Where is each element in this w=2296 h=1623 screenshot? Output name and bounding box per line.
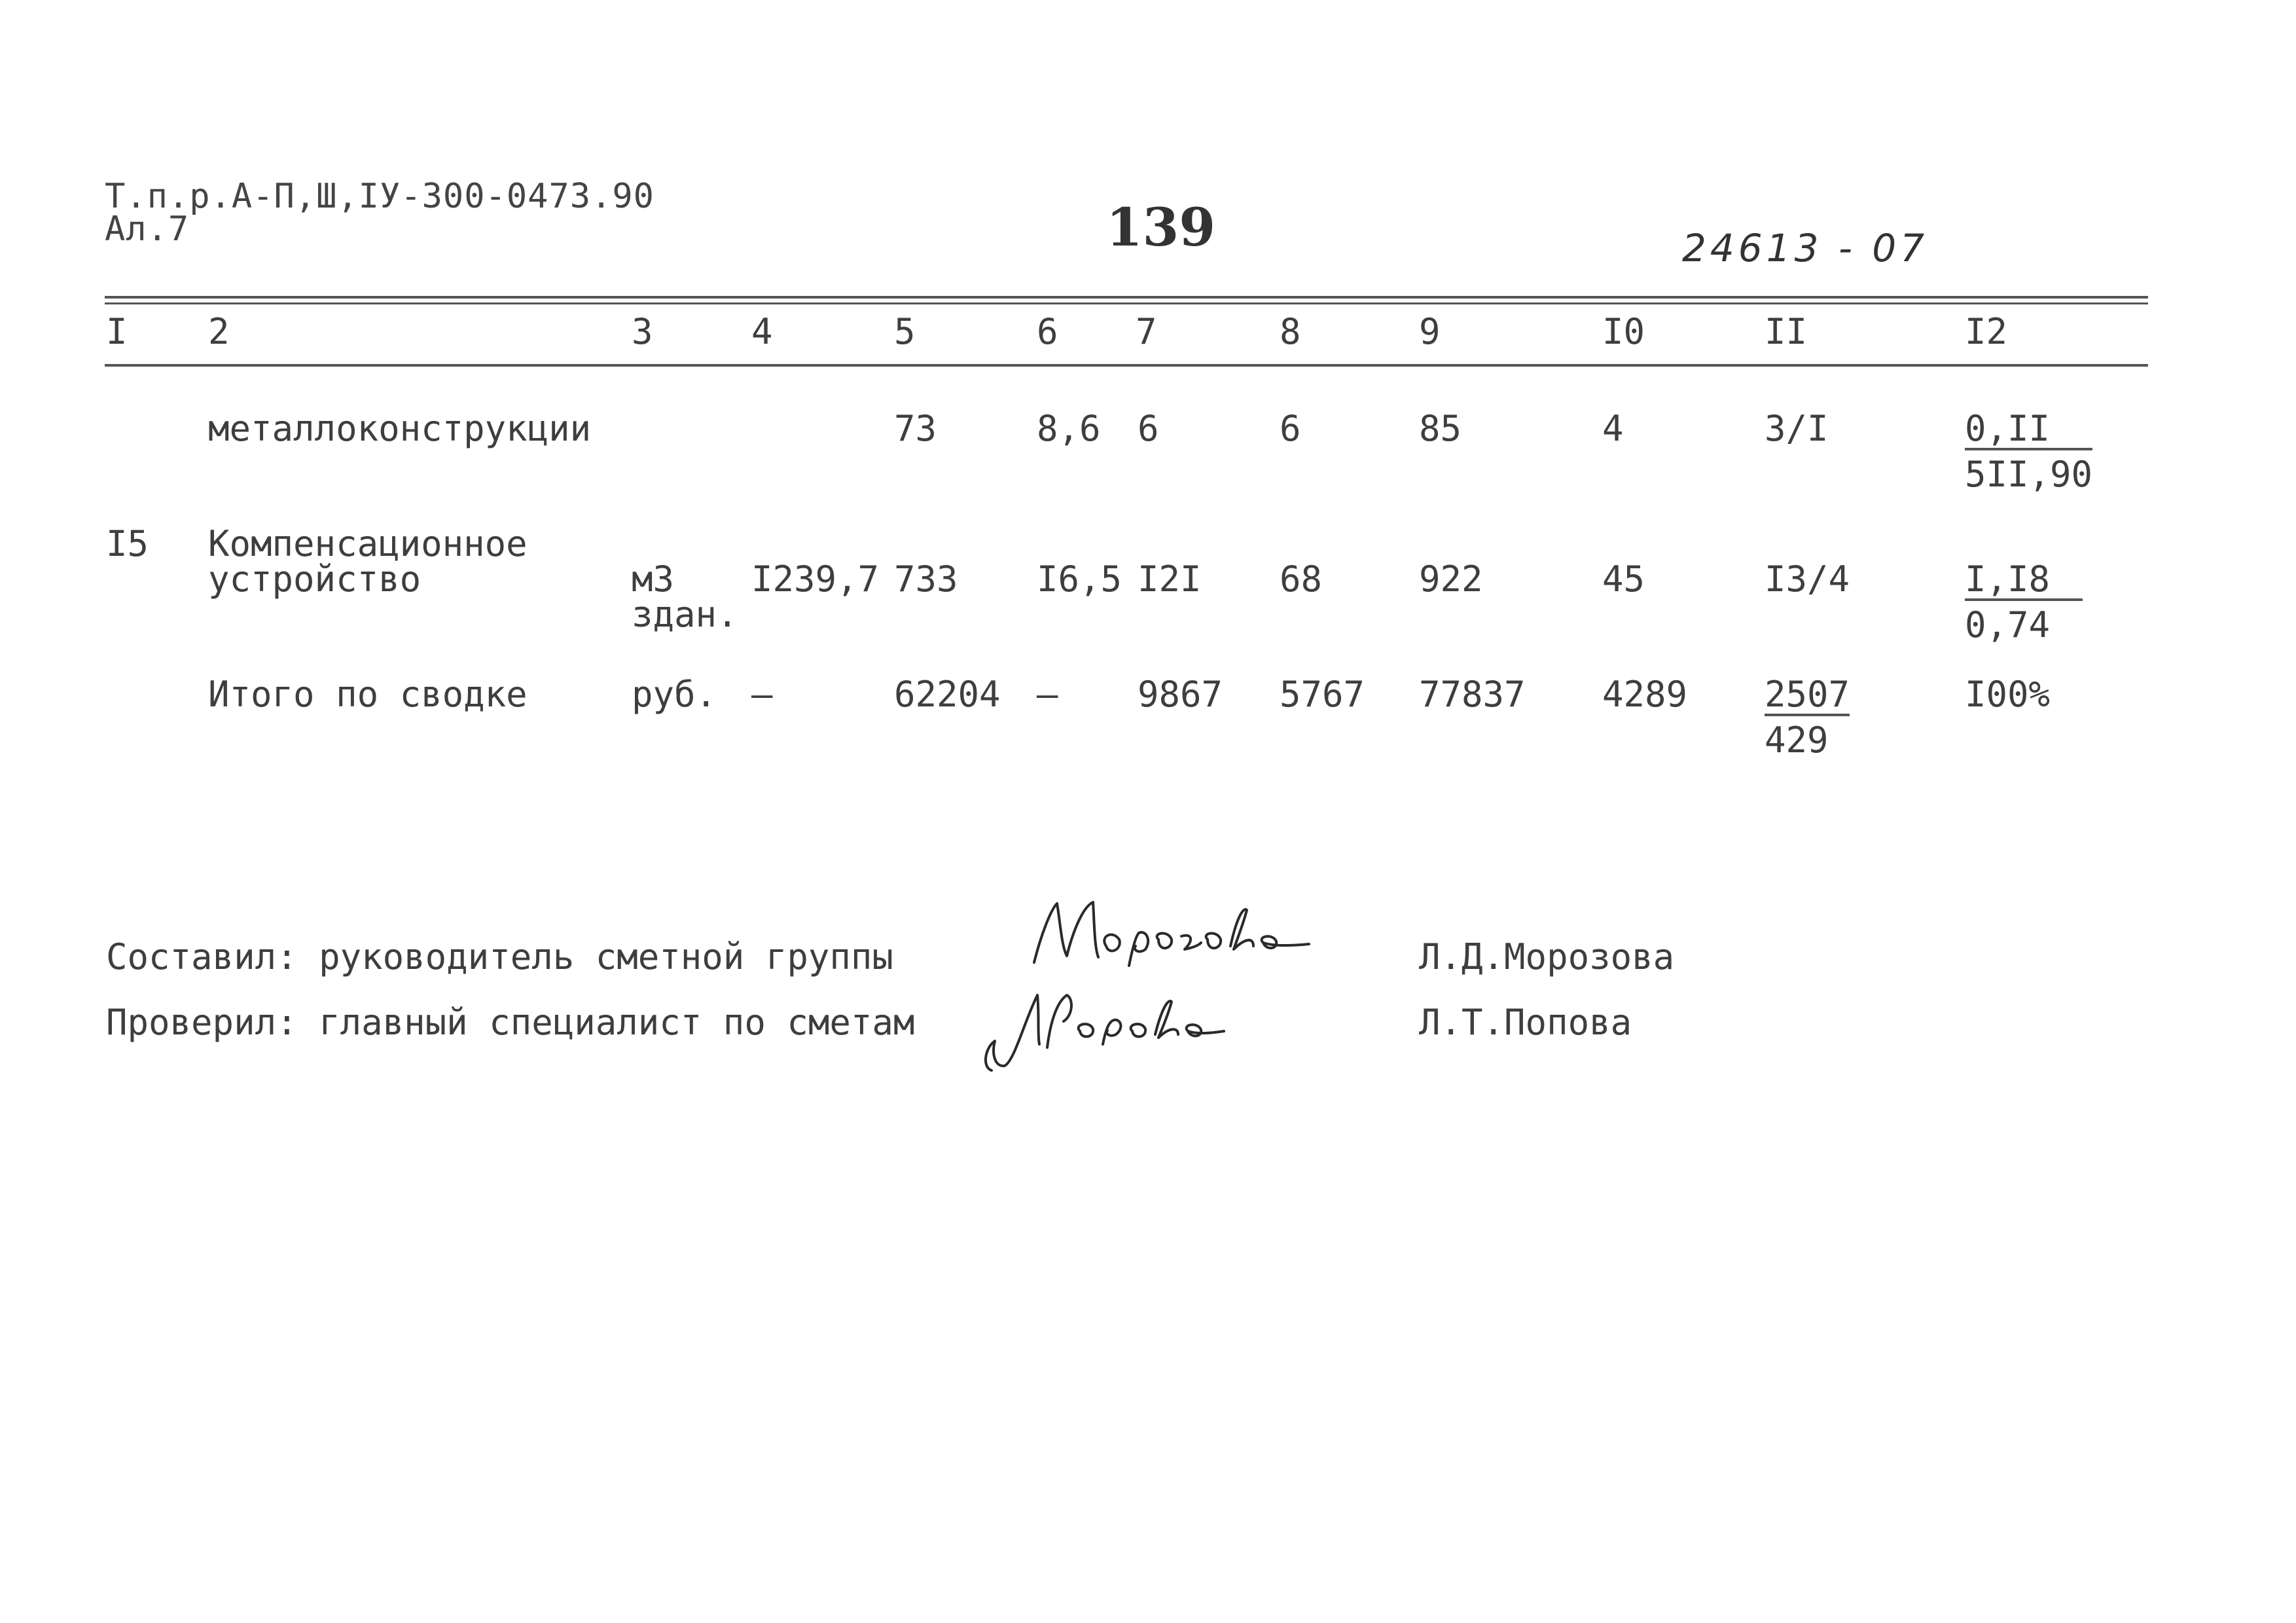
row-name: Итого по сводке xyxy=(208,674,528,715)
document-code: Т.п.р.А-П,Ш,ІУ-300-0473.90 xyxy=(105,177,655,216)
row-col4: – xyxy=(751,674,773,715)
column-number: 6 xyxy=(1037,311,1058,352)
page-number: 139 xyxy=(1106,196,1215,258)
compiler-name: Л.Д.Морозова xyxy=(1419,936,1675,977)
row-col5: 73 xyxy=(894,408,937,449)
row-col12-fraction xyxy=(1965,560,2083,644)
checker-role: Проверил: главный специалист по сметам xyxy=(106,1002,915,1043)
row-name-line1: Компенсационное xyxy=(208,523,528,564)
row-col10: 4289 xyxy=(1602,674,1688,715)
row-col11: I3/4 xyxy=(1765,558,1850,600)
row-col12-fraction xyxy=(1965,410,2092,494)
row-col9: 85 xyxy=(1419,408,1462,449)
column-number: 8 xyxy=(1280,311,1301,352)
row-col11-fraction xyxy=(1765,676,1850,759)
row-number: I5 xyxy=(106,523,149,564)
row-col9: 77837 xyxy=(1419,674,1526,715)
row-col6: 8,6 xyxy=(1037,408,1101,449)
row-col5: 62204 xyxy=(894,674,1001,715)
row-col7: 9867 xyxy=(1138,674,1223,715)
document-number: 24613 - 07 xyxy=(1682,226,1929,270)
table-top-rule xyxy=(105,296,2148,299)
column-number: I0 xyxy=(1602,311,1645,352)
column-number: II xyxy=(1765,311,1808,352)
row-col7: 6 xyxy=(1138,408,1159,449)
fraction-denominator: 5II,90 xyxy=(1965,454,2093,495)
row-unit-line1: м3 xyxy=(632,558,675,600)
table-header-rule xyxy=(105,364,2148,367)
row-col10: 4 xyxy=(1602,408,1624,449)
row-col6: I6,5 xyxy=(1037,558,1122,600)
album-number: Ал.7 xyxy=(105,210,190,249)
compiler-role: Составил: руководитель сметной группы xyxy=(106,936,893,977)
row-col8: 68 xyxy=(1280,558,1323,600)
row-col5: 733 xyxy=(894,558,958,600)
row-unit-line2: здан. xyxy=(632,594,738,635)
column-number: I2 xyxy=(1965,311,2008,352)
row-col12: I00% xyxy=(1965,674,2051,715)
row-name-line2: устройство xyxy=(208,558,422,600)
row-col8: 6 xyxy=(1280,408,1301,449)
column-number: 4 xyxy=(751,311,773,352)
fraction-denominator: 0,74 xyxy=(1965,604,2051,646)
row-col8: 5767 xyxy=(1280,674,1365,715)
row-col11: 3/I xyxy=(1765,408,1829,449)
fraction-denominator: 429 xyxy=(1765,720,1829,761)
column-number: 7 xyxy=(1136,311,1157,352)
row-col10: 45 xyxy=(1602,558,1645,600)
row-col7: I2I xyxy=(1138,558,1202,600)
row-name: металлоконструкции xyxy=(208,408,592,449)
row-col9: 922 xyxy=(1419,558,1483,600)
checker-handwritten-signature xyxy=(975,969,1237,1080)
row-col6: – xyxy=(1037,674,1058,715)
row-unit: руб. xyxy=(632,674,717,715)
column-number: I xyxy=(106,311,128,352)
fraction-numerator: 2507 xyxy=(1765,674,1850,715)
row-col4: I239,7 xyxy=(751,558,880,600)
fraction-numerator: I,I8 xyxy=(1965,560,2083,601)
column-number: 3 xyxy=(632,311,653,352)
column-number: 2 xyxy=(208,311,230,352)
table-top-rule-inner xyxy=(105,302,2148,304)
fraction-numerator: 0,II xyxy=(1965,410,2092,450)
column-number: 5 xyxy=(894,311,916,352)
checker-name: Л.Т.Попова xyxy=(1419,1002,1632,1043)
column-number: 9 xyxy=(1419,311,1441,352)
